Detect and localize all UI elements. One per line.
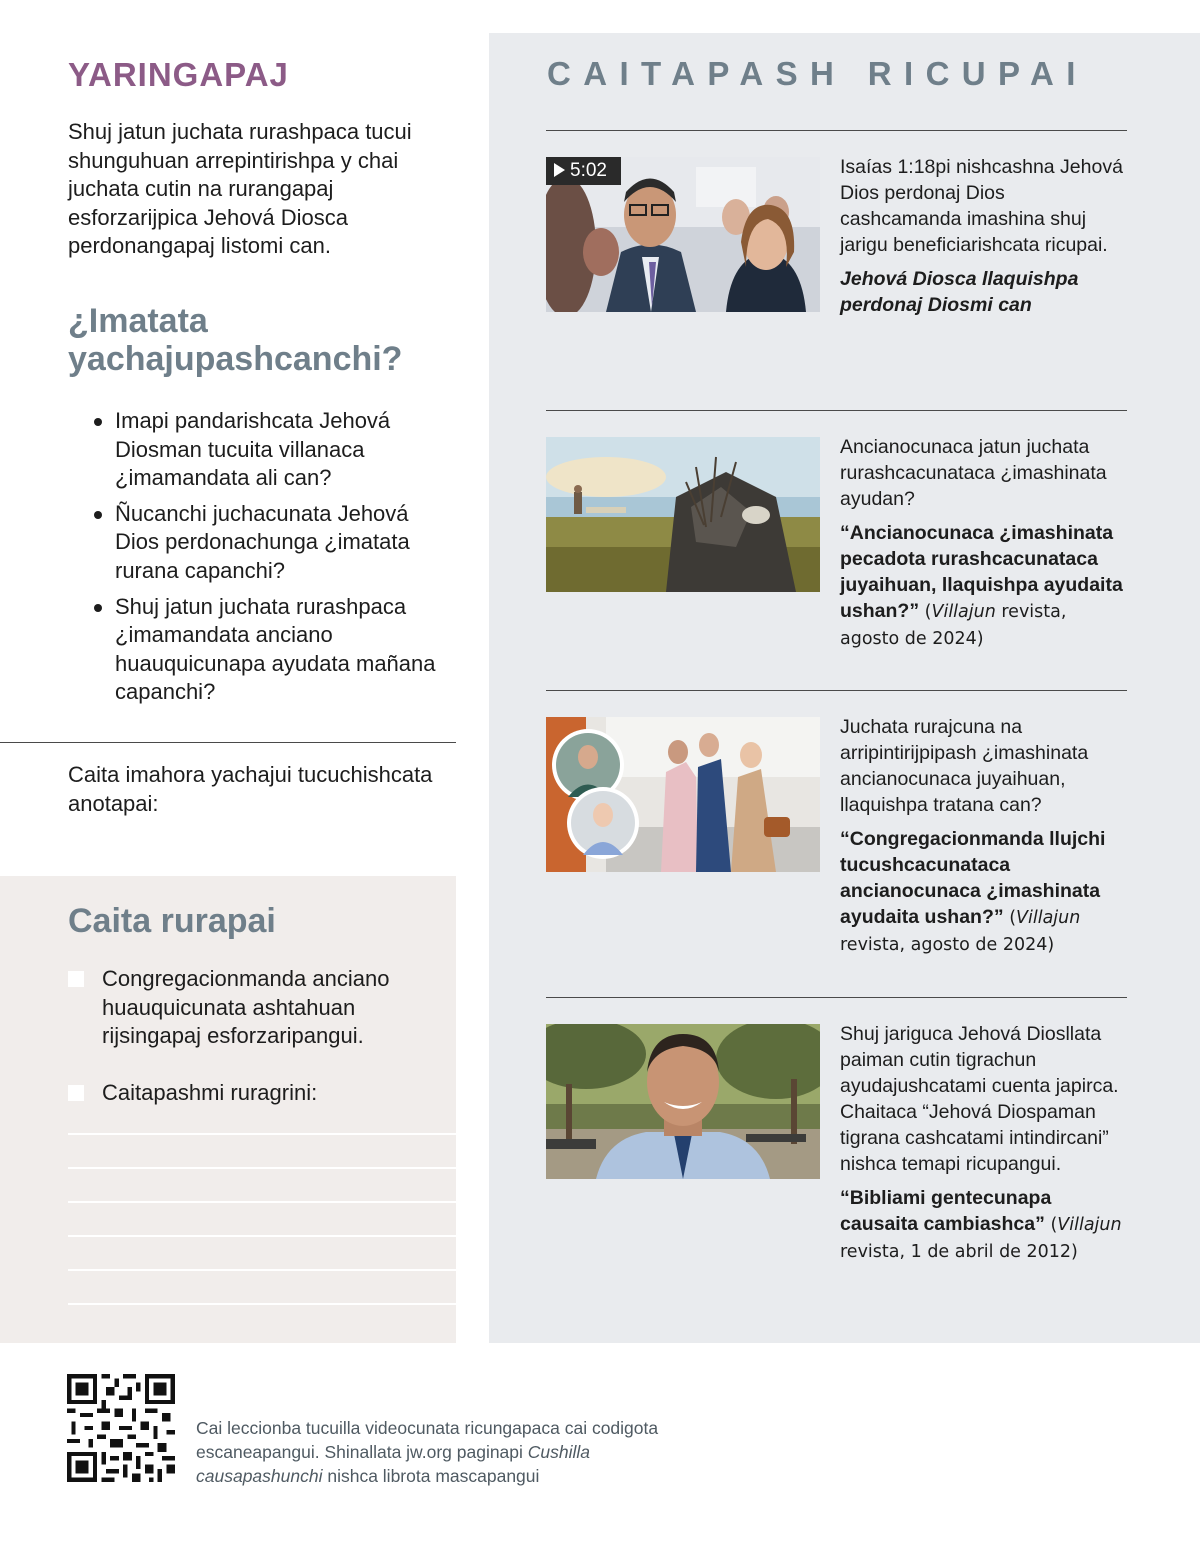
resource-link-title: “Ancianocunaca ¿imashinata pecadota rurashcacunataca juyaihuan, llaquishpa ayudaita ushan?” (840, 522, 1123, 622)
footer-book-title: Cushilla causapashunchi (196, 1442, 591, 1486)
section-divider (546, 997, 1127, 998)
congregation-photo-thumbnail[interactable] (546, 717, 820, 872)
resource-link-title: Jehová Diosca llaquishpa perdonaj Diosmi can (840, 268, 1079, 316)
try-this-box (0, 876, 456, 1343)
footer-text-main: Cai leccionba tucuilla videocunata ricungapaca cai codigota escaneapangui. Shinallata jw.org paginapi (196, 1418, 659, 1462)
source-magazine: Villajun (1057, 1215, 1122, 1235)
resource-description: Ancianocunaca jatun juchata rurashcacunataca ¿imashinata ayudan? (840, 436, 1107, 510)
congregation-photo-image (546, 717, 820, 872)
resource-link[interactable] (840, 520, 1130, 652)
explore-title: CAITAPASH RICUPAI (547, 55, 1088, 92)
source-issue: revista, 1 de abril de 2012) (840, 1242, 1078, 1262)
source-prefix: ( (919, 602, 932, 622)
shepherd-painting-thumbnail[interactable] (546, 437, 820, 592)
footer-text-end: nishca librota mascapangui (322, 1466, 540, 1486)
source-issue: revista, agosto de 2024) (840, 602, 1067, 649)
checkbox[interactable] (68, 1085, 84, 1101)
resource-text (840, 434, 1130, 652)
man-portrait-image (546, 1024, 820, 1179)
resource-text (840, 714, 1130, 958)
try-this-title: Caita rurapai (68, 902, 276, 940)
resource-description: Isaías 1:18pi nishcashna Jehová Dios perdonaj Dios cashcamanda imashina shuj jarigu beneficiarishcata ricupai. (840, 156, 1123, 256)
try-this-item-label: Caitapashmi ruragrini: (102, 1080, 318, 1105)
review-list (92, 407, 452, 714)
try-this-item (68, 1079, 428, 1108)
resource-description: Shuj jariguca Jehová Diosllata paiman cutin tigrachun ayudajushcatami cuenta japirca. Chaitaca “Jehová Diospaman tigrana cashcatami intindircani” nishca temapi ricupangui. (840, 1023, 1119, 1175)
footer-text (196, 1416, 676, 1488)
qr-code-icon[interactable] (67, 1374, 175, 1482)
resource-link-title: “Congregacionmanda llujchi tucushcacunataca ancianocunaca ¿imashinata ayudaita ushan?” (840, 828, 1106, 928)
resource-link-title: “Bibliami gentecunapa causaita cambiashca” (840, 1187, 1052, 1235)
explore-panel (489, 33, 1200, 1343)
section-divider (0, 742, 456, 743)
man-portrait-thumbnail[interactable] (546, 1024, 820, 1179)
summary-title: YARINGAPAJ (68, 56, 289, 93)
source-issue: revista, agosto de 2024) (840, 935, 1055, 955)
resource-link[interactable] (840, 266, 1130, 318)
review-question: Ñucanchi juchacunata Jehová Dios perdonachunga ¿imatata rurana capanchi? (92, 500, 452, 586)
review-question: Shuj jatun juchata rurashpaca ¿imamandata anciano huauquicunapa ayudata mañana capanchi? (92, 593, 452, 707)
review-question: Imapi pandarishcata Jehová Diosman tucuita villanaca ¿imamandata ali can? (92, 407, 452, 493)
source-magazine: Villajun (931, 602, 996, 622)
source-prefix: ( (1003, 908, 1017, 928)
source-magazine: Villajun (1016, 908, 1081, 928)
resource-description: Juchata rurajcuna na arripintirijpipash ¿imashinata ancianocunaca juyaihuan, llaquishpa tratana can? (840, 716, 1089, 816)
source-prefix: ( (1044, 1215, 1058, 1235)
qr-code-graphic (67, 1374, 175, 1482)
review-title: ¿Imatata yachajupashcanchi? (68, 302, 403, 378)
writing-line[interactable] (68, 1167, 456, 1169)
summary-text: Shuj jatun juchata rurashpaca tucui shunguhuan arrepintirishpa y chai juchata cutin na rurangapaj esforzarijpica Jehová Diosca perdonangapaj listomi can. (68, 119, 412, 259)
writing-line[interactable] (68, 1201, 456, 1203)
writing-line[interactable] (68, 1133, 456, 1135)
video-thumbnail[interactable] (546, 157, 820, 312)
writing-line[interactable] (68, 1269, 456, 1271)
notes-prompt: Caita imahora yachajui tucuchishcata anotapai: (68, 762, 433, 816)
resource-text (840, 1021, 1130, 1265)
checkbox[interactable] (68, 971, 84, 987)
play-icon (554, 163, 565, 177)
section-divider (546, 690, 1127, 691)
try-this-item (68, 965, 428, 1051)
video-duration: 5:02 (570, 160, 607, 181)
writing-line[interactable] (68, 1303, 456, 1305)
section-divider (546, 130, 1127, 131)
resource-text (840, 154, 1130, 318)
resource-link[interactable] (840, 826, 1130, 958)
writing-line[interactable] (68, 1235, 456, 1237)
resource-link[interactable] (840, 1185, 1130, 1265)
shepherd-painting-image (546, 437, 820, 592)
video-duration-badge (546, 157, 621, 185)
section-divider (546, 410, 1127, 411)
try-this-item-label: Congregacionmanda anciano huauquicunata ashtahuan rijsingapaj esforzaripangui. (102, 966, 390, 1049)
